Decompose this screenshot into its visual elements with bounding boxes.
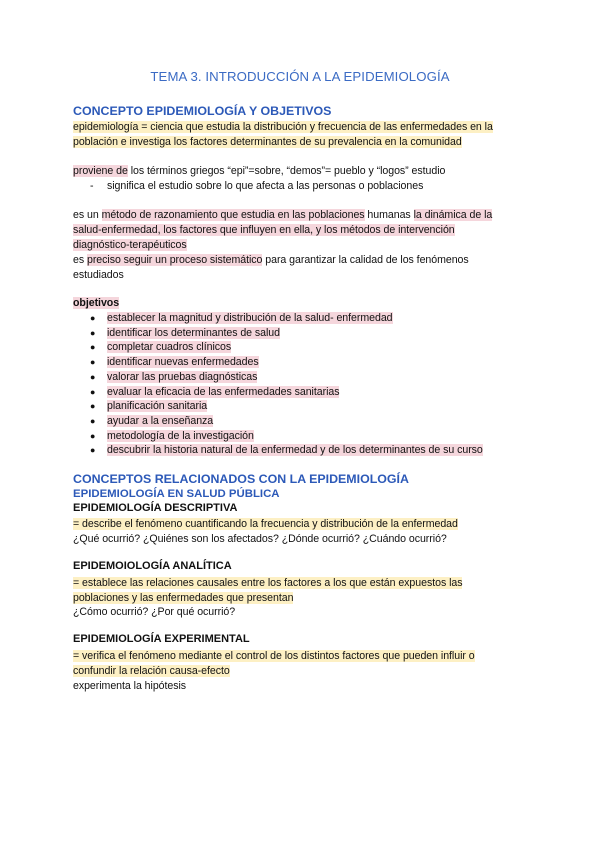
descriptiva-questions: ¿Qué ocurrió? ¿Quiénes son los afectados? ¿Dónde ocurrió? ¿Cuándo ocurrió? bbox=[73, 533, 447, 545]
objective-item: descubrir la historia natural de la enfermedad y de los determinantes de su curso bbox=[107, 444, 483, 457]
etymology-meaning: significa el estudio sobre lo que afecta a las personas o poblaciones bbox=[107, 180, 424, 192]
objective-item: planificación sanitaria bbox=[107, 400, 208, 413]
etymology-line: proviene de los términos griegos “epi”=sobre, “demos”= pueblo y “logos” estudio bbox=[73, 165, 446, 177]
bullet-marker: ● bbox=[90, 401, 96, 412]
experimental-definition-1: = verifica el fenómeno mediante el control de los distintos factores que pueden influir o bbox=[73, 650, 475, 662]
heading-descriptiva: EPIDEMIOLOGÍA DESCRIPTIVA bbox=[73, 502, 238, 514]
experimental-definition-2: confundir la relación causa-efecto bbox=[73, 665, 230, 677]
descriptiva-definition: = describe el fenómeno cuantificando la frecuencia y distribución de la enfermedad bbox=[73, 518, 458, 530]
bullet-marker: ● bbox=[90, 357, 96, 368]
bullet-marker: ● bbox=[90, 445, 96, 456]
objective-item: ayudar a la enseñanza bbox=[107, 414, 214, 427]
objective-item: metodología de la investigación bbox=[107, 429, 254, 442]
method-line-2: salud-enfermedad, los factores que influyen en ella, y los métodos de intervención bbox=[73, 224, 455, 236]
method-line-3: diagnóstico-terapéuticos bbox=[73, 239, 187, 251]
bullet-marker: ● bbox=[90, 386, 96, 397]
objective-item: identificar nuevas enfermedades bbox=[107, 356, 259, 369]
section-heading-concepto: CONCEPTO EPIDEMIOLOGÍA Y OBJETIVOS bbox=[73, 104, 332, 118]
definition-line-2: población e investiga los factores determinantes de su prevalencia en la comunidad bbox=[73, 136, 462, 148]
section-heading-relacionados: CONCEPTOS RELACIONADOS CON LA EPIDEMIOLOGÍA bbox=[73, 472, 409, 486]
analitica-questions: ¿Cómo ocurrió? ¿Por qué ocurrió? bbox=[73, 606, 236, 618]
bullet-marker: ● bbox=[90, 430, 96, 441]
process-line-1: es preciso seguir un proceso sistemático para garantizar la calidad de los fenómenos bbox=[73, 254, 469, 266]
dash-marker: - bbox=[90, 180, 94, 192]
process-line-2: estudiados bbox=[73, 269, 124, 281]
analitica-definition-2: poblaciones y las enfermedades que presentan bbox=[73, 592, 294, 604]
method-line-1: es un método de razonamiento que estudia en las poblaciones humanas la dinámica de la bbox=[73, 209, 493, 221]
page-title: TEMA 3. INTRODUCCIÓN A LA EPIDEMIOLOGÍA bbox=[150, 69, 450, 84]
experimental-line-3: experimenta la hipótesis bbox=[73, 680, 187, 692]
objective-item: identificar los determinantes de salud bbox=[107, 326, 280, 339]
bullet-marker: ● bbox=[90, 327, 96, 338]
objective-item: valorar las pruebas diagnósticas bbox=[107, 370, 258, 383]
objectives-label: objetivos bbox=[73, 297, 120, 309]
heading-analitica: EPIDEMOIOLOGÍA ANALÍTICA bbox=[73, 560, 232, 572]
objective-item: evaluar la eficacia de las enfermedades sanitarias bbox=[107, 385, 340, 398]
objective-item: completar cuadros clínicos bbox=[107, 341, 232, 354]
bullet-marker: ● bbox=[90, 415, 96, 426]
analitica-definition-1: = establece las relaciones causales entre los factores a los que están expuestos las bbox=[73, 577, 463, 589]
heading-experimental: EPIDEMIOLOGÍA EXPERIMENTAL bbox=[73, 633, 250, 645]
bullet-marker: ● bbox=[90, 313, 96, 323]
bullet-marker: ● bbox=[90, 371, 96, 382]
subheading-salud-publica: EPIDEMIOLOGÍA EN SALUD PÚBLICA bbox=[73, 488, 280, 500]
definition-line-1: epidemiología = ciencia que estudia la distribución y frecuencia de las enfermedades en la bbox=[73, 121, 493, 133]
objective-item: establecer la magnitud y distribución de la salud- enfermedad bbox=[107, 312, 393, 324]
bullet-marker: ● bbox=[90, 342, 96, 353]
